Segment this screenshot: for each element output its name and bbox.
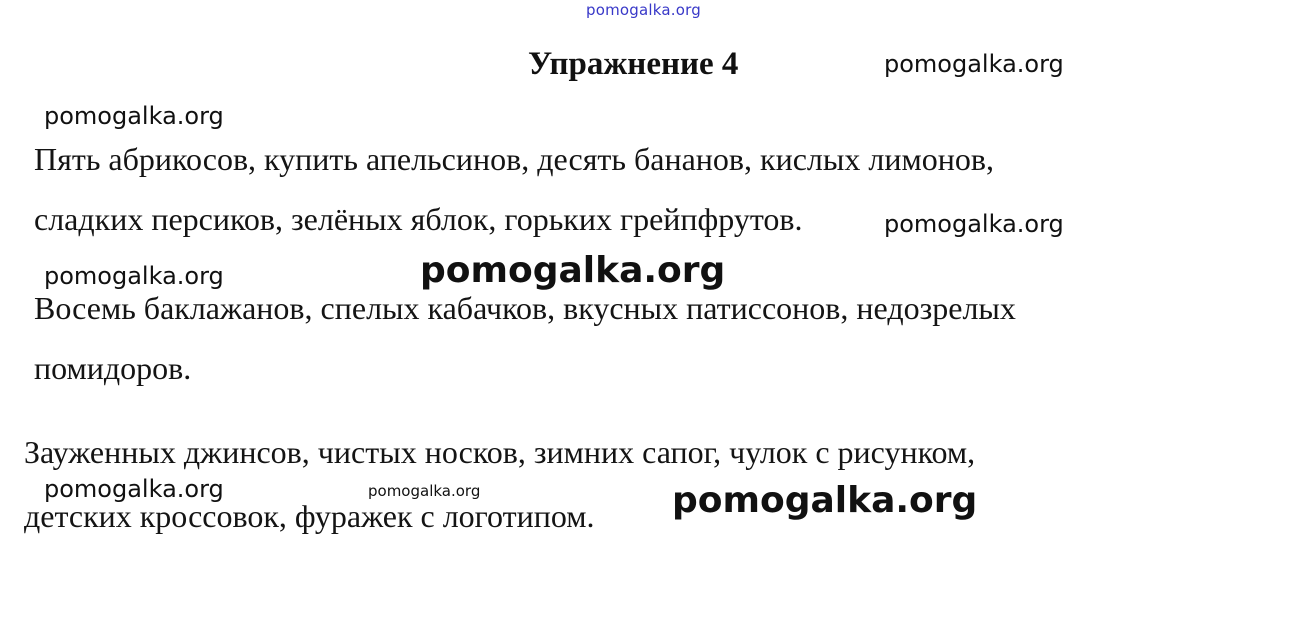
paragraph-2-line-2: помидоров. [34,350,192,386]
watermark: pomogalka.org [884,50,1064,78]
watermark: pomogalka.org [44,262,224,290]
paragraph-1-line-1: Пять абрикосов, купить апельсинов, десять бананов, кислых лимонов, [34,141,994,177]
exercise-title: Упражнение 4 [528,46,739,82]
watermark: pomogalka.org [420,250,726,291]
watermark: pomogalka.org [368,482,481,500]
watermark: pomogalka.org [672,480,978,521]
watermark-top: pomogalka.org [586,1,701,19]
paragraph-3-line-2: детских кроссовок, фуражек с логотипом. [24,498,595,534]
watermark: pomogalka.org [44,475,224,503]
paragraph-1-line-2: сладких персиков, зелёных яблок, горьких грейпфрутов. [34,201,803,237]
watermark: pomogalka.org [44,102,224,130]
paragraph-2-line-1: Восемь баклажанов, спелых кабачков, вкусных патиссонов, недозрелых [34,290,1016,326]
paragraph-3-line-1: Зауженных джинсов, чистых носков, зимних сапог, чулок с рисунком, [24,434,976,470]
watermark: pomogalka.org [884,210,1064,238]
